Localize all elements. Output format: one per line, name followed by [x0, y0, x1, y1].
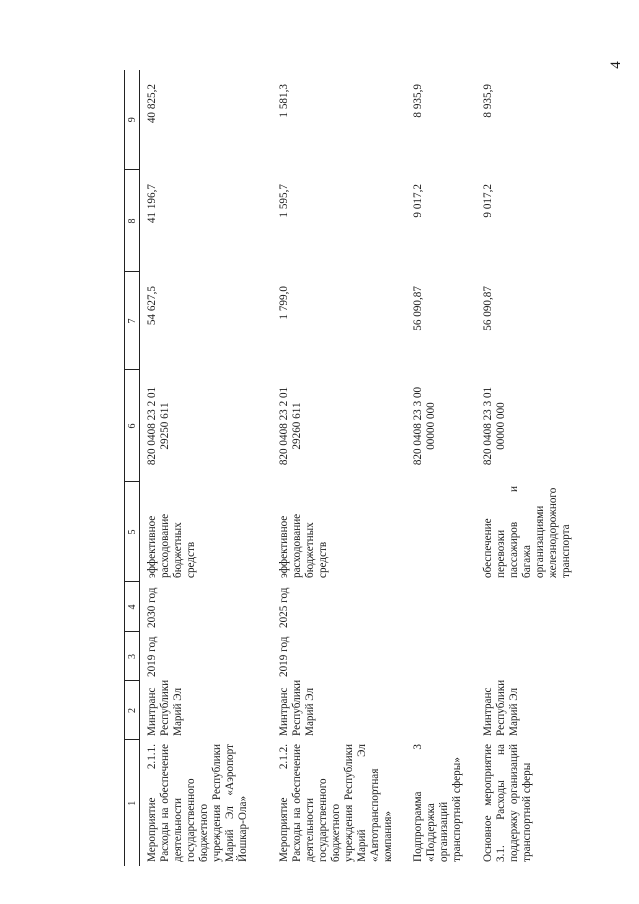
measure-name: Подпрограмма 3 «Поддержка организаций транспортной сферы»	[412, 744, 463, 862]
end-year: 2030 год	[146, 587, 158, 628]
header-col-1: 1	[125, 740, 140, 866]
budget-code: 820 0408 23 2 01 29250 611	[146, 386, 171, 466]
end-year: 2025 год	[278, 587, 290, 628]
budget-table	[124, 70, 581, 866]
amount-col-8: 9 017,2	[412, 184, 424, 218]
amount-col-9: 8 935,9	[482, 84, 494, 118]
measure-name: Основное мероприятие 3.1. Расходы на поддержку организаций транспортной сферы	[482, 744, 533, 862]
expected-result: эффективное расходование бюджетных средств	[278, 513, 329, 578]
responsible-org: Минтранс Республики Марий Эл	[146, 679, 184, 736]
amount-col-9: 1 581,3	[278, 84, 290, 118]
amount-col-7: 56 090,87	[412, 286, 424, 331]
measure-name: Мероприятие 2.1.2. Расходы на обеспечение деятельности государственного бюджетного учреждения Республики Марий Эл «Автотранспортная компания»	[278, 744, 394, 862]
amount-col-7: 56 090,87	[482, 286, 494, 331]
header-col-6: 6	[125, 370, 140, 482]
end-year	[476, 582, 581, 632]
header-col-3: 3	[125, 632, 140, 681]
start-year: 2019 год	[146, 636, 158, 677]
responsible-org: Минтранс Республики Марий Эл	[482, 679, 520, 736]
expected-result	[406, 482, 476, 582]
start-year	[476, 632, 581, 681]
start-year	[406, 632, 476, 681]
header-col-4: 4	[125, 582, 140, 632]
header-col-9: 9	[125, 70, 140, 170]
budget-code: 820 0408 23 3 01 00000 000	[482, 386, 507, 466]
header-row	[125, 70, 140, 866]
header-col-8: 8	[125, 170, 140, 272]
header-col-5: 5	[125, 482, 140, 582]
amount-col-7: 54 627,5	[146, 286, 158, 326]
expected-result: обеспечение перевозки пассажиров и багажа организациями железнодорожного транспорта	[482, 486, 572, 578]
table-row	[476, 70, 581, 866]
amount-col-9: 40 825,2	[146, 84, 158, 124]
table-row	[140, 70, 273, 866]
page-number: 4	[607, 61, 624, 69]
amount-col-8: 9 017,2	[482, 184, 494, 218]
header-col-2: 2	[125, 681, 140, 740]
table-row	[272, 70, 406, 866]
rotated-table-container	[124, 70, 572, 866]
budget-code: 820 0408 23 2 01 29260 611	[278, 386, 303, 466]
responsible-org: Минтранс Республики Марий Эл	[278, 679, 316, 736]
header-col-7: 7	[125, 272, 140, 370]
amount-col-8: 1 595,7	[278, 184, 290, 218]
table-row	[406, 70, 476, 866]
budget-code: 820 0408 23 3 00 00000 000	[412, 386, 437, 466]
amount-col-8: 41 196,7	[146, 184, 158, 224]
measure-name: Мероприятие 2.1.1. Расходы на обеспечение деятельности государственного бюджетного учреждения Республики Марий Эл «Аэропорт Йошкар-Ола»	[146, 744, 249, 862]
expected-result: эффективное расходование бюджетных средств	[146, 513, 197, 578]
responsible-org	[406, 681, 476, 740]
start-year: 2019 год	[278, 636, 290, 677]
amount-col-7: 1 799,0	[278, 286, 290, 320]
end-year	[406, 582, 476, 632]
amount-col-9: 8 935,9	[412, 84, 424, 118]
